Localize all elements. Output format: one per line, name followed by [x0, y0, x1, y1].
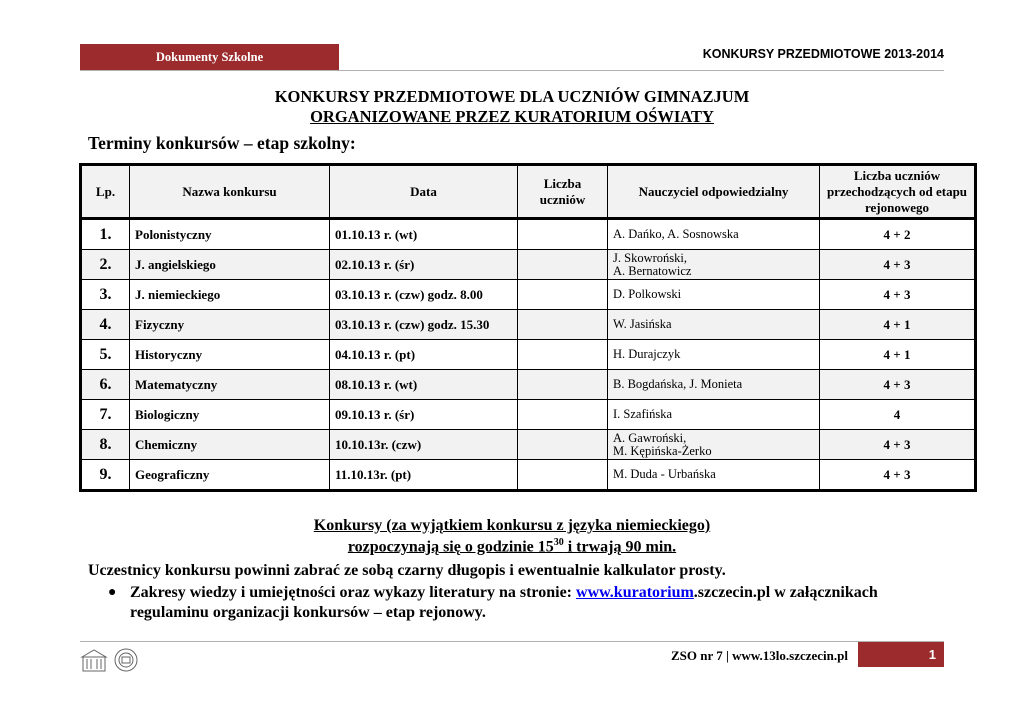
row-contest-name: Historyczny — [130, 340, 330, 370]
table-row — [81, 250, 976, 280]
row-teacher: H. Durajczyk — [608, 340, 820, 370]
row-lp: 5. — [81, 340, 130, 370]
row-pass-count: 4 + 3 — [820, 250, 976, 280]
header-band — [80, 44, 339, 70]
scope-text-before: Zakresy wiedzy i umiejętności oraz wykazy literatury na stronie: — [130, 584, 577, 601]
row-lp: 6. — [81, 370, 130, 400]
table-row — [81, 340, 976, 370]
row-pass-count: 4 + 1 — [820, 310, 976, 340]
row-date: 03.10.13 r. (czw) godz. 15.30 — [330, 310, 518, 340]
row-contest-name: Biologiczny — [130, 400, 330, 430]
row-student-count — [518, 250, 608, 280]
start-time-minutes: 30 — [553, 537, 564, 548]
row-lp: 8. — [81, 430, 130, 460]
table-row — [81, 460, 976, 491]
duration-text: i trwają 90 min. — [563, 538, 677, 556]
row-date: 10.10.13r. (czw) — [330, 430, 518, 460]
school-logos — [80, 647, 142, 674]
row-teacher: A. Dańko, A. Sosnowska — [608, 219, 820, 250]
col-header-name: Nazwa konkursu — [130, 165, 330, 219]
table-row — [81, 370, 976, 400]
header-band-label: Dokumenty Szkolne — [155, 50, 264, 64]
scope-text-after: w załącznikach regulaminu organizacji konkursów – etap rejonowy. — [130, 584, 878, 621]
col-header-lp: Lp. — [81, 165, 130, 219]
header-divider — [80, 70, 944, 71]
row-pass-count: 4 — [820, 400, 976, 430]
row-teacher: A. Gawroński, M. Kępińska-Żerko — [608, 430, 820, 460]
row-pass-count: 4 + 1 — [820, 340, 976, 370]
row-pass-count: 4 + 2 — [820, 219, 976, 250]
table-row — [81, 219, 976, 250]
section-subtitle: Terminy konkursów – etap szkolny: — [88, 133, 356, 153]
table-row — [81, 400, 976, 430]
kuratorium-link[interactable]: www.kuratorium — [576, 584, 694, 601]
row-teacher: J. Skowroński, A. Bernatowicz — [608, 250, 820, 280]
row-student-count — [518, 310, 608, 340]
row-student-count — [518, 400, 608, 430]
row-teacher: B. Bogdańska, J. Monieta — [608, 370, 820, 400]
header-title: KONKURSY PRZEDMIOTOWE 2013-2014 — [702, 47, 944, 61]
start-note-text: rozpoczynają się o godzinie 15 — [347, 538, 554, 556]
row-lp: 7. — [81, 400, 130, 430]
footer-text: ZSO nr 7 | www.13lo.szczecin.pl — [670, 648, 848, 663]
school-seal-icon — [115, 649, 137, 671]
table-row — [81, 430, 976, 460]
equipment-note: Uczestnicy konkursu powinni zabrać ze sobą czarny długopis i ewentualnie kalkulator prosty. — [88, 562, 726, 579]
row-pass-count: 4 + 3 — [820, 280, 976, 310]
row-lp: 9. — [81, 460, 130, 491]
footer-divider — [80, 641, 944, 642]
row-contest-name: Chemiczny — [130, 430, 330, 460]
row-date: 04.10.13 r. (pt) — [330, 340, 518, 370]
document-title: KONKURSY PRZEDMIOTOWE DLA UCZNIÓW GIMNAZJUM — [274, 87, 750, 106]
col-header-count: Liczba uczniów — [518, 165, 608, 219]
col-header-teacher: Nauczyciel odpowiedzialny — [608, 165, 820, 219]
row-date: 09.10.13 r. (śr) — [330, 400, 518, 430]
table-row — [81, 310, 976, 340]
document-title-line2: ORGANIZOWANE PRZEZ KURATORIUM OŚWIATY — [310, 107, 714, 126]
row-teacher: D. Polkowski — [608, 280, 820, 310]
row-pass-count: 4 + 3 — [820, 430, 976, 460]
row-contest-name: Polonistyczny — [130, 219, 330, 250]
row-date: 08.10.13 r. (wt) — [330, 370, 518, 400]
row-contest-name: Fizyczny — [130, 310, 330, 340]
page-number: 1 — [928, 647, 936, 662]
row-contest-name: J. niemieckiego — [130, 280, 330, 310]
row-student-count — [518, 460, 608, 491]
row-date: 03.10.13 r. (czw) godz. 8.00 — [330, 280, 518, 310]
row-lp: 3. — [81, 280, 130, 310]
row-lp: 2. — [81, 250, 130, 280]
row-contest-name: J. angielskiego — [130, 250, 330, 280]
row-teacher: M. Duda - Urbańska — [608, 460, 820, 491]
start-note-line1: Konkursy (za wyjątkiem konkursu z języka niemieckiego) — [313, 517, 711, 534]
table-row — [81, 280, 976, 310]
row-lp: 1. — [81, 219, 130, 250]
page-number-band — [858, 642, 944, 667]
row-teacher: W. Jasińska — [608, 310, 820, 340]
row-student-count — [518, 280, 608, 310]
row-date: 11.10.13r. (pt) — [330, 460, 518, 491]
table-header-row — [81, 165, 976, 219]
row-student-count — [518, 370, 608, 400]
link-domain-suffix: .szczecin.pl — [693, 584, 771, 601]
row-student-count — [518, 219, 608, 250]
start-note-line2 — [0, 537, 1024, 556]
row-contest-name: Geograficzny — [130, 460, 330, 491]
row-pass-count: 4 + 3 — [820, 460, 976, 491]
contests-table — [79, 163, 977, 492]
row-pass-count: 4 + 3 — [820, 370, 976, 400]
row-student-count — [518, 340, 608, 370]
row-teacher: I. Szafińska — [608, 400, 820, 430]
row-contest-name: Matematyczny — [130, 370, 330, 400]
col-header-date: Data — [330, 165, 518, 219]
scope-bullet — [108, 583, 928, 623]
row-date: 02.10.13 r. (śr) — [330, 250, 518, 280]
row-date: 01.10.13 r. (wt) — [330, 219, 518, 250]
building-icon — [82, 650, 106, 671]
bullet-dot-icon: ● — [108, 585, 117, 600]
row-student-count — [518, 430, 608, 460]
row-lp: 4. — [81, 310, 130, 340]
col-header-pass: Liczba uczniów przechodzących od etapu rejonowego — [820, 165, 976, 219]
